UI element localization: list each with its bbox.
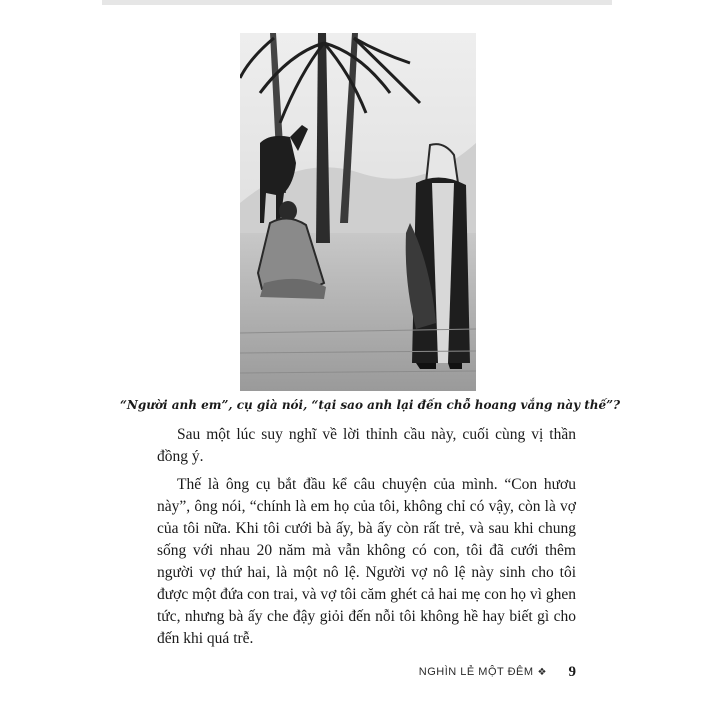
illustration-caption: “Người anh em”, cụ già nói, “tại sao anh lại đến chỗ hoang vắng này thế”? [120, 398, 621, 412]
fleuron-icon: ❖ [537, 666, 547, 678]
paragraph: Sau một lúc suy nghĩ về lời thỉnh cầu này, cuối cùng vị thần đồng ý. [157, 426, 576, 465]
desert-scene-illustration [240, 33, 476, 391]
page-top-edge [102, 0, 612, 5]
body-text [157, 424, 576, 656]
running-head: NGHÌN LẺ MỘT ĐÊM [418, 666, 534, 678]
page-number: 9 [568, 663, 576, 680]
paragraph: Thế là ông cụ bắt đầu kể câu chuyện của mình. “Con hươu này”, ông nói, “chính là em họ của tôi, không chỉ có vậy, còn là vợ của tôi nữa. Khi tôi cưới bà ấy, bà ấy còn rất trẻ, và sau khi chung sống với nhau 20 năm mà vẫn không có con, tôi đã cưới thêm người vợ thứ hai, là một nô lệ. Người vợ nô lệ này sinh cho tôi được một đứa con trai, và vợ tôi căm ghét cả hai mẹ con họ vì ghen tức, nhưng bà ấy che đậy giỏi đến nỗi tôi không hề hay biết gì cho đến khi quá trễ. [157, 476, 576, 647]
page-footer [392, 662, 576, 682]
